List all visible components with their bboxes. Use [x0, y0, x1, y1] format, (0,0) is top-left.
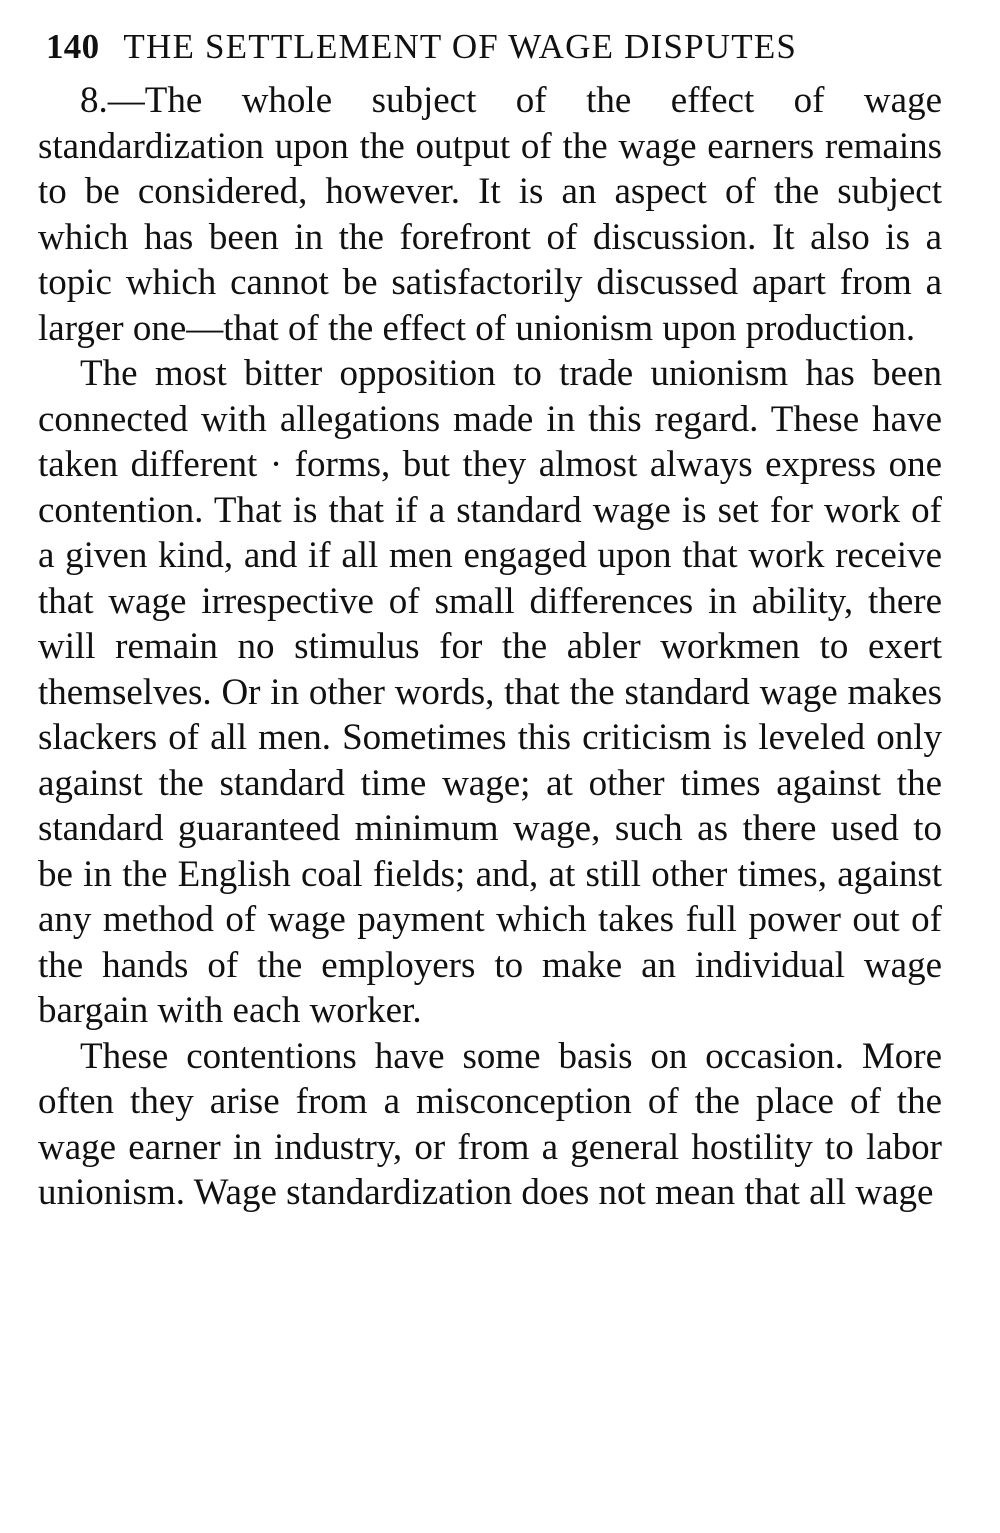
paragraph-3: These contentions have some basis on occasion. More often they arise from a misconception of the place of the wage earner in industry, or from a general hostility to labor unionism. Wage standardization does not mean that all wage [38, 1035, 942, 1213]
chapter-title: THE SETTLEMENT OF WAGE DISPUTES [123, 27, 798, 66]
section-number: 8. [80, 80, 108, 121]
running-head [38, 24, 942, 70]
book-page [38, 24, 942, 1216]
paragraph-1-text: —The whole subject of the effect of wage standardization upon the output of the wage earners remains to be considered, however. It is an aspect of the subject which has been in the forefront of discussion. It also is a topic which cannot be satisfactorily discussed apart from a larger one—that of the effect of unionism upon production. [38, 80, 942, 349]
paragraph-1 [38, 78, 942, 351]
page-number: 140 [46, 27, 100, 66]
paragraph-2: The most bitter opposition to trade unionism has been connected with allegations made in this regard. These have taken different · forms, but they almost always express one contention. That is that if a standard wage is set for work of a given kind, and if all men engaged upon that work receive that wage irrespective of small differences in ability, there will remain no stimulus for the abler workmen to exert themselves. Or in other words, that the standard wage makes slackers of all men. Sometimes this criticism is leveled only against the standard time wage; at other times against the standard guaranteed minimum wage, such as there used to be in the English coal fields; and, at still other times, against any method of wage payment which takes full power out of the hands of the employers to make an individual wage bargain with each worker. [38, 353, 942, 1031]
